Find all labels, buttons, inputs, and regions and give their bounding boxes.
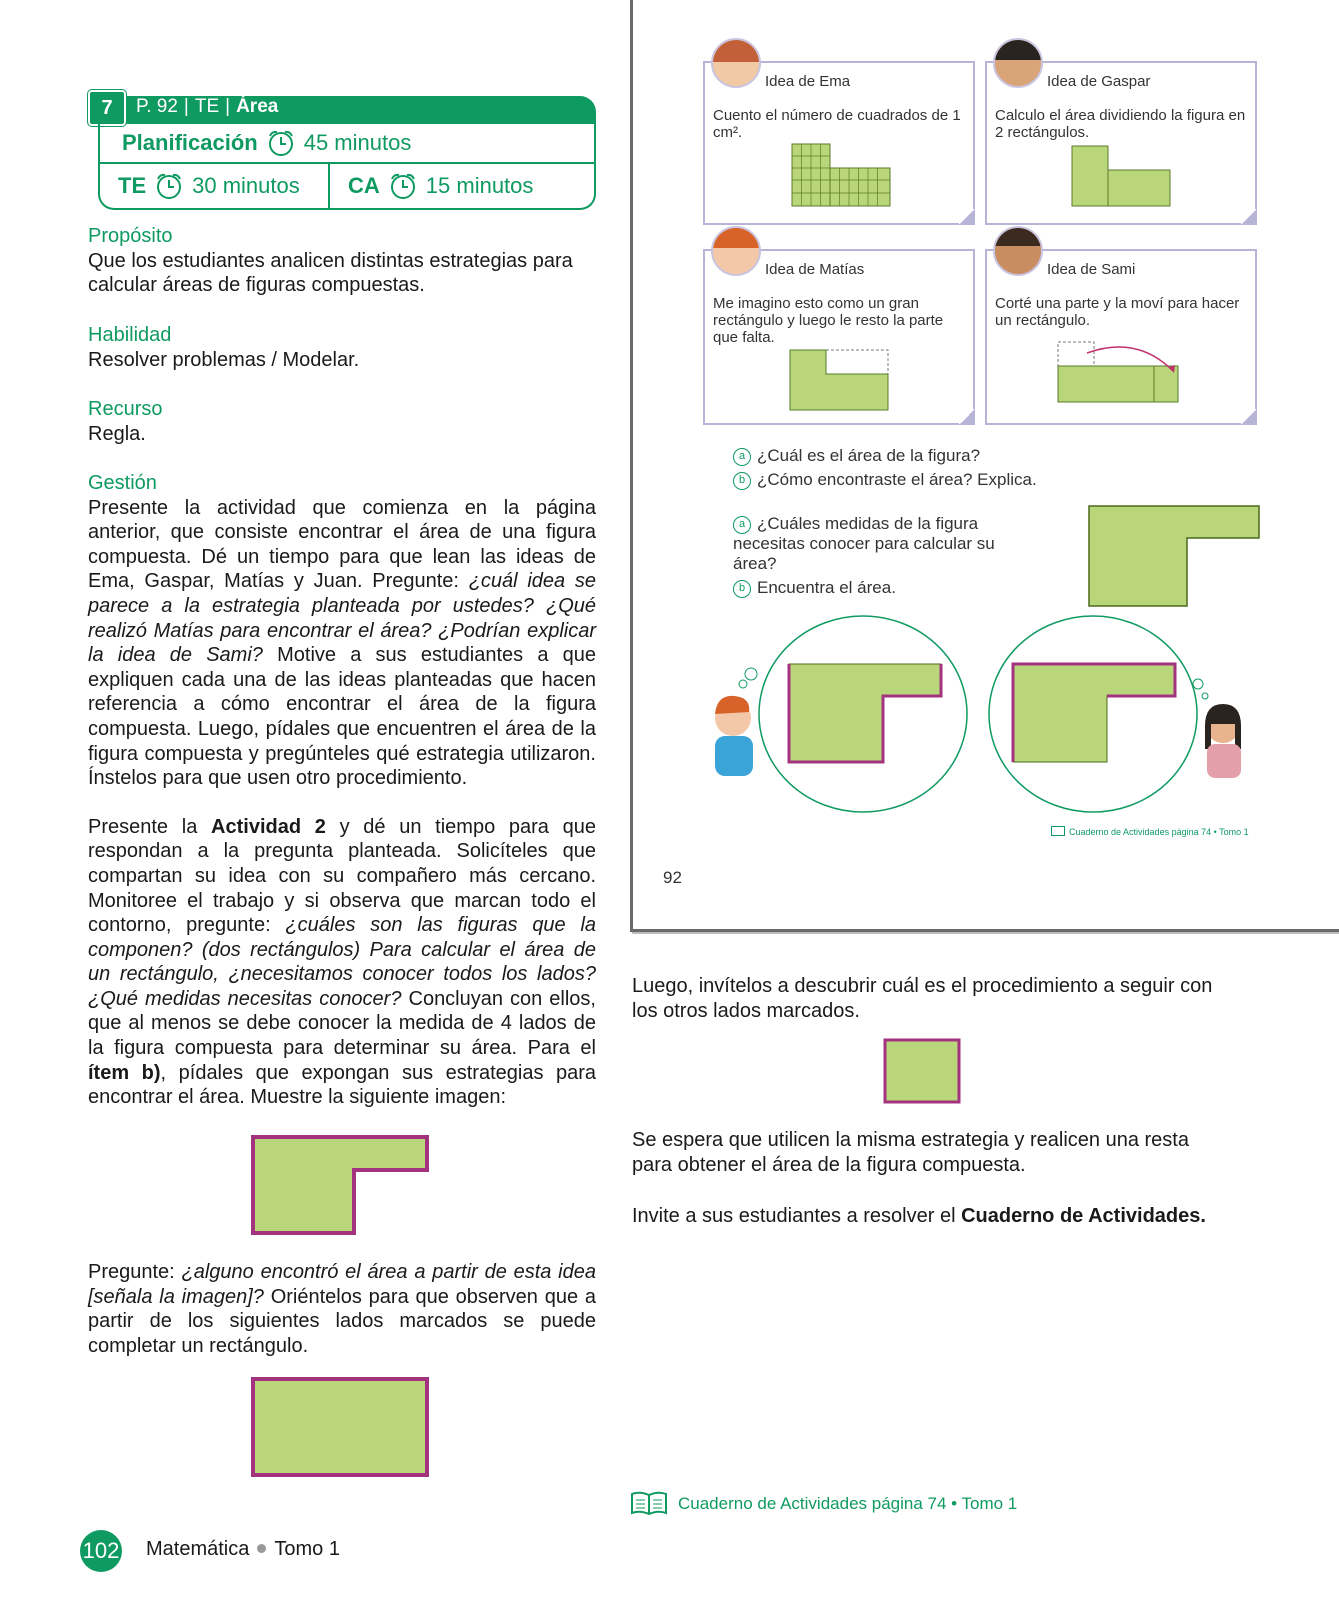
skill-heading: Habilidad	[88, 324, 172, 346]
management-heading: Gestión	[88, 472, 157, 494]
time-row	[100, 164, 594, 208]
rectangle-figure	[250, 1376, 430, 1478]
clock-icon	[154, 172, 184, 200]
activity-2-figure	[1087, 504, 1261, 608]
workbook-ref: Cuaderno de Actividades página 74 • Tomo 1	[678, 1494, 1017, 1514]
mini-workbook-ref: Cuaderno de Actividades página 74 • Tomo 1	[1051, 826, 1249, 837]
skill-text: Resolver problemas / Modelar.	[88, 348, 360, 371]
ca-time: 15 minutos	[425, 173, 534, 198]
clock-icon	[266, 129, 296, 157]
student-page-preview	[630, 0, 1339, 932]
idea-card-matias: Idea de Matías Me imagino esto como un gran rectángulo y luego le resto la parte que falta.	[703, 249, 975, 425]
management-paragraph-1: Presente la actividad que comienza en la página anterior, que consiste encontrar el área de una figura compuesta. Dé un tiempo para que lean las ideas de Ema, Gaspar, Matías y Juan. Pregunte: ¿cuál idea se parece a la estrategia planteada por ustedes? ¿Qué realizó Matías para encontrar el área? ¿Podrían explicar la idea de Sami? Motive a sus estudiantes a que expliquen cada una de las ideas planteadas que hacen referencia a cómo encontrar el área de la figura compuesta. Luego, pídales que encuentren el área de la figura compuesta y pregúnteles qué estrategia utilizaron. Ínstelos para que usen otro procedimiento.	[88, 496, 597, 790]
ca-cell	[330, 164, 533, 208]
question-2a: a ¿Cuáles medidas de la figura necesitas conocer para calcular su área?	[733, 514, 995, 573]
clock-icon	[388, 172, 418, 200]
book-icon	[630, 1490, 668, 1516]
separator-dot	[257, 1544, 266, 1553]
skill-section	[88, 323, 596, 372]
purpose-heading: Propósito	[88, 225, 173, 247]
footer-label: Matemática Tomo 1	[146, 1538, 340, 1560]
management-section	[88, 471, 596, 1110]
right-paragraph-1: Luego, invítelos a descubrir cuál es el procedimiento a seguir con los otros lados marcados.	[632, 975, 1213, 1022]
thought-bubble-girl	[983, 614, 1253, 814]
idea-card-ema: Idea de Ema Cuento el número de cuadrados de 1 cm².	[703, 61, 975, 225]
question-1b: b ¿Cómo encontraste el área? Explica.	[733, 470, 1037, 490]
management-paragraph-3: Pregunte: ¿alguno encontró el área a partir de esta idea [señala la imagen]? Oriéntelos para que observen que a partir de los siguientes lados marcados se puede completar un rectángulo.	[88, 1261, 596, 1357]
topic: Área	[236, 96, 279, 117]
subtract-figure	[789, 349, 889, 411]
sami-avatar	[993, 226, 1043, 276]
purpose-text: Que los estudiantes analicen distintas estrategias para calcular áreas de figuras compuestas.	[88, 249, 573, 297]
grid-figure	[791, 143, 891, 207]
planning-header	[88, 90, 596, 210]
small-rectangle-figure	[883, 1038, 961, 1104]
idea-card-sami: Idea de Sami Corté una parte y la moví para hacer un rectángulo.	[985, 249, 1257, 425]
te-tag: TE	[194, 96, 220, 117]
resource-section	[88, 397, 596, 446]
purpose-section	[88, 224, 596, 298]
lesson-number: 7	[88, 90, 126, 126]
planning-row	[100, 124, 594, 164]
header-body	[98, 124, 596, 210]
te-time: 30 minutos	[192, 173, 300, 198]
planning-label: Planificación	[122, 130, 258, 155]
gaspar-avatar	[993, 38, 1043, 88]
matias-avatar	[711, 226, 761, 276]
question-2b: b Encuentra el área.	[733, 578, 896, 598]
right-paragraph-3: Invite a sus estudiantes a resolver el Cuaderno de Actividades.	[632, 1205, 1206, 1227]
ca-label: CA	[348, 173, 380, 198]
book-icon	[1051, 826, 1065, 836]
te-cell	[100, 164, 330, 208]
student-page-number: 92	[663, 868, 682, 887]
management-paragraph-2: Presente la Actividad 2 y dé un tiempo para que respondan a la pregunta planteada. Solicíteles que compartan su idea con su compañero más cercano. Monitoree el trabajo y si observa que marcan todo el contorno, pregunte: ¿cuáles son las figuras que la componen? (dos rectángulos) Para calcular el área de un rectángulo, ¿necesitamos conocer todos los lados? ¿Qué medidas necesitas conocer? Concluyan con ellos, que al menos se debe conocer la medida de 4 lados de la figura compuesta para determinar su área. Para el ítem b), pídales que expongan sus estrategias para encontrar el área. Muestre la siguiente imagen:	[88, 815, 597, 1109]
page-ref: P. 92	[136, 96, 178, 117]
split-figure	[1071, 145, 1171, 207]
ema-avatar	[711, 38, 761, 88]
te-label: TE	[118, 173, 147, 198]
planning-time: 45 minutos	[303, 130, 412, 155]
header-title: P. 92 | TE | Área	[136, 96, 279, 117]
move-figure	[1057, 341, 1187, 411]
resource-text: Regla.	[88, 422, 146, 445]
idea-card-gaspar: Idea de Gaspar Calculo el área dividiendo la figura en 2 rectángulos.	[985, 61, 1257, 225]
page-number-badge: 102	[80, 1530, 122, 1572]
thought-bubble-boy	[703, 614, 983, 814]
question-1a: a ¿Cuál es el área de la figura?	[733, 446, 980, 466]
resource-heading: Recurso	[88, 398, 163, 420]
right-paragraph-2: Se espera que utilicen la misma estrategia y realicen una resta para obtener el área de la figura compuesta.	[632, 1129, 1189, 1176]
l-shape-figure	[250, 1134, 430, 1236]
